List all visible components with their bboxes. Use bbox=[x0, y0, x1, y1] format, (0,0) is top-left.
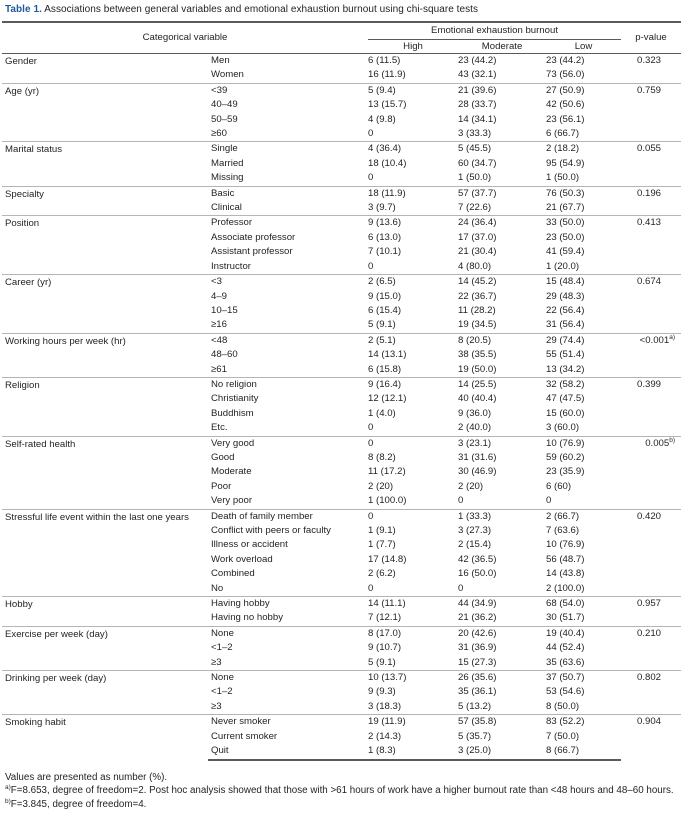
category-label: 50–59 bbox=[211, 113, 238, 125]
header-pvalue: p-value bbox=[621, 22, 681, 54]
header-emotional-exhaustion: Emotional exhaustion burnout bbox=[368, 22, 621, 40]
category-label: Illness or accident bbox=[211, 539, 288, 551]
cell-moderate: 4 (80.0) bbox=[458, 260, 492, 272]
cell-high: 5 (9.1) bbox=[368, 656, 396, 668]
cell-moderate: 40 (40.4) bbox=[458, 393, 497, 405]
cell-high: 6 (13.0) bbox=[368, 231, 402, 243]
cell-moderate: 44 (34.9) bbox=[458, 597, 546, 612]
category-label: None bbox=[208, 626, 368, 641]
variable-name: Marital status bbox=[2, 142, 208, 186]
category-label: <39 bbox=[208, 83, 368, 98]
pvalue-text: 0.674 bbox=[637, 276, 662, 288]
cell-low: 59 (60.2) bbox=[546, 451, 585, 463]
cell-low: 19 (40.4) bbox=[546, 626, 621, 641]
cell-high: 5 (9.1) bbox=[368, 319, 396, 331]
cell-low: 2 (18.2) bbox=[546, 142, 621, 157]
cell-high: 0 bbox=[368, 436, 458, 451]
cell-high: 14 (11.1) bbox=[368, 597, 458, 612]
cell-high: 0 bbox=[368, 582, 374, 594]
cell-pvalue bbox=[621, 626, 681, 670]
cell-high: 2 (14.3) bbox=[368, 730, 402, 742]
table-row bbox=[2, 671, 681, 686]
category-label: Assistant professor bbox=[211, 246, 293, 258]
cell-high: 2 (20) bbox=[368, 480, 394, 492]
category-label: <3 bbox=[208, 275, 368, 290]
cell-low: 7 (50.0) bbox=[546, 730, 580, 742]
pvalue-text: 0.904 bbox=[637, 716, 662, 728]
cell-moderate: 3 (25.0) bbox=[458, 744, 546, 759]
category-label: Missing bbox=[211, 172, 244, 184]
cell-moderate: 5 (45.5) bbox=[458, 142, 546, 157]
pvalue-footnote-mark: a) bbox=[669, 333, 676, 341]
note-b-mark: b) bbox=[5, 797, 11, 805]
table-row bbox=[2, 715, 681, 730]
cell-moderate: 0 bbox=[458, 495, 464, 507]
category-label: Never smoker bbox=[208, 715, 368, 730]
table-header bbox=[2, 22, 681, 54]
table-notes bbox=[5, 771, 680, 812]
header-low: Low bbox=[546, 40, 621, 54]
cell-moderate: 20 (42.6) bbox=[458, 626, 546, 641]
category-label: <1–2 bbox=[211, 642, 233, 654]
cell-moderate: 21 (36.2) bbox=[458, 612, 497, 624]
cell-pvalue bbox=[621, 216, 681, 275]
category-label: Instructor bbox=[211, 260, 251, 272]
cell-moderate: 3 (27.3) bbox=[458, 525, 492, 536]
cell-moderate: 5 (35.7) bbox=[458, 730, 492, 742]
pvalue-text: 0.802 bbox=[637, 672, 662, 684]
category-label: Very poor bbox=[211, 495, 253, 507]
cell-low: 8 (66.7) bbox=[546, 744, 621, 759]
variable-name: Position bbox=[2, 216, 208, 275]
cell-low: 7 (63.6) bbox=[546, 525, 580, 536]
variable-name: Smoking habit bbox=[2, 715, 208, 760]
cell-high: 12 (12.1) bbox=[368, 393, 407, 405]
cell-low: 30 (51.7) bbox=[546, 612, 585, 624]
cell-moderate: 19 (34.5) bbox=[458, 319, 497, 331]
category-label: Associate professor bbox=[211, 231, 296, 243]
cell-high: 16 (11.9) bbox=[368, 69, 406, 81]
cell-high: 18 (11.9) bbox=[368, 186, 458, 201]
cell-moderate: 43 (32.1) bbox=[458, 69, 497, 81]
cell-high: 9 (13.6) bbox=[368, 216, 458, 231]
cell-low: 53 (54.6) bbox=[546, 686, 585, 698]
cell-high: 9 (16.4) bbox=[368, 377, 458, 392]
variable-name: Hobby bbox=[2, 597, 208, 627]
table-row bbox=[2, 54, 681, 69]
results-table bbox=[2, 21, 681, 761]
cell-moderate: 2 (20) bbox=[458, 480, 484, 492]
cell-moderate: 2 (15.4) bbox=[458, 539, 492, 551]
cell-high: 1 (9.1) bbox=[368, 525, 396, 536]
cell-high: 14 (13.1) bbox=[368, 349, 407, 361]
category-label: Conflict with peers or faculty bbox=[211, 525, 331, 536]
cell-high: 18 (10.4) bbox=[368, 157, 407, 169]
cell-moderate: 28 (33.7) bbox=[458, 99, 497, 111]
cell-pvalue bbox=[621, 333, 681, 377]
category-label: 10–15 bbox=[211, 304, 238, 316]
cell-moderate: 9 (36.0) bbox=[458, 407, 492, 419]
table-row bbox=[2, 436, 681, 451]
header-high: High bbox=[368, 40, 458, 54]
cell-moderate: 31 (36.9) bbox=[458, 642, 497, 654]
table-row bbox=[2, 83, 681, 98]
cell-high: 11 (17.2) bbox=[368, 466, 406, 478]
cell-high: 0 bbox=[368, 172, 374, 184]
cell-moderate: 1 (33.3) bbox=[458, 509, 546, 524]
cell-high: 0 bbox=[368, 128, 374, 140]
category-label: Death of family member bbox=[208, 509, 368, 524]
category-label: Current smoker bbox=[211, 730, 278, 742]
cell-low: 76 (50.3) bbox=[546, 186, 621, 201]
variable-name: Drinking per week (day) bbox=[2, 671, 208, 715]
cell-low: 83 (52.2) bbox=[546, 715, 621, 730]
variable-name: Self-rated health bbox=[2, 436, 208, 509]
cell-low: 15 (60.0) bbox=[546, 407, 585, 419]
cell-moderate: 1 (50.0) bbox=[458, 172, 492, 184]
cell-high: 9 (9.3) bbox=[368, 686, 396, 698]
cell-moderate: 22 (36.7) bbox=[458, 290, 497, 302]
cell-low: 73 (56.0) bbox=[546, 69, 585, 81]
cell-moderate: 16 (50.0) bbox=[458, 568, 497, 580]
cell-pvalue bbox=[621, 377, 681, 436]
variable-name: Religion bbox=[2, 377, 208, 436]
category-label: Having no hobby bbox=[211, 612, 284, 624]
cell-high: 3 (18.3) bbox=[368, 700, 402, 712]
table-body bbox=[2, 54, 681, 760]
cell-high: 8 (8.2) bbox=[368, 451, 396, 463]
cell-pvalue bbox=[621, 671, 681, 715]
category-label: Combined bbox=[211, 568, 255, 580]
cell-moderate: 38 (35.5) bbox=[458, 349, 497, 361]
cell-moderate: 30 (46.9) bbox=[458, 466, 497, 478]
note-b-text: F=3.845, degree of freedom=4. bbox=[10, 798, 147, 810]
cell-high: 5 (9.4) bbox=[368, 83, 458, 98]
cell-low: 56 (48.7) bbox=[546, 553, 585, 565]
cell-low: 29 (74.4) bbox=[546, 333, 621, 348]
category-label: ≥16 bbox=[211, 319, 227, 331]
cell-low: 21 (67.7) bbox=[546, 202, 585, 214]
variable-name: Gender bbox=[5, 56, 37, 67]
cell-low: 68 (54.0) bbox=[546, 597, 621, 612]
note-a-mark: a) bbox=[5, 784, 11, 791]
cell-low: 6 (66.7) bbox=[546, 128, 580, 140]
cell-moderate: 0 bbox=[458, 582, 464, 594]
cell-low: 22 (56.4) bbox=[546, 304, 585, 316]
cell-low: 2 (66.7) bbox=[546, 509, 621, 524]
cell-moderate: 17 (37.0) bbox=[458, 231, 497, 243]
category-label: 40–49 bbox=[211, 99, 238, 111]
cell-high: 1 (4.0) bbox=[368, 407, 396, 419]
cell-moderate: 5 (13.2) bbox=[458, 700, 492, 712]
variable-name: Working hours per week (hr) bbox=[2, 333, 208, 377]
cell-moderate: 35 (36.1) bbox=[458, 686, 497, 698]
cell-low: 37 (50.7) bbox=[546, 671, 621, 686]
pvalue-text: 0.210 bbox=[637, 627, 662, 639]
cell-low: 23 (35.9) bbox=[546, 466, 585, 478]
header-categorical-variable: Categorical variable bbox=[2, 22, 368, 54]
category-label: ≥61 bbox=[211, 363, 227, 375]
cell-moderate: 19 (50.0) bbox=[458, 363, 497, 375]
cell-high: 6 (15.8) bbox=[368, 363, 402, 375]
note-values: Values are presented as number (%). bbox=[5, 771, 168, 783]
cell-moderate: 15 (27.3) bbox=[458, 656, 497, 668]
category-label: Buddhism bbox=[211, 407, 254, 419]
category-label: Married bbox=[211, 157, 244, 169]
cell-pvalue bbox=[621, 142, 681, 186]
category-label: Christianity bbox=[211, 393, 259, 405]
variable-name: Specialty bbox=[2, 186, 208, 216]
category-label: Basic bbox=[208, 186, 368, 201]
cell-moderate: 11 (28.2) bbox=[458, 304, 496, 316]
variable-name: Exercise per week (day) bbox=[2, 626, 208, 670]
category-label: Quit bbox=[208, 744, 368, 759]
cell-moderate: 8 (20.5) bbox=[458, 333, 546, 348]
table-row bbox=[2, 142, 681, 157]
cell-pvalue bbox=[621, 436, 681, 509]
category-label: Good bbox=[211, 451, 235, 463]
header-moderate: Moderate bbox=[458, 40, 546, 54]
cell-pvalue bbox=[621, 715, 681, 760]
cell-low: 41 (59.4) bbox=[546, 246, 585, 258]
cell-high: 7 (10.1) bbox=[368, 246, 402, 258]
cell-high: 3 (9.7) bbox=[368, 202, 396, 214]
category-label: Poor bbox=[211, 480, 232, 492]
note-footnotes bbox=[5, 784, 680, 811]
table-number: Table 1. bbox=[5, 4, 42, 15]
cell-pvalue bbox=[621, 186, 681, 216]
cell-pvalue bbox=[621, 597, 681, 627]
category-label: <1–2 bbox=[211, 686, 233, 698]
cell-low: 35 (63.6) bbox=[546, 656, 585, 668]
cell-low: 1 (50.0) bbox=[546, 172, 580, 184]
cell-low: 31 (56.4) bbox=[546, 319, 585, 331]
table-title: Associations between general variables and emotional exhaustion burnout using chi-square tests bbox=[44, 4, 479, 15]
category-label: Very good bbox=[208, 436, 368, 451]
cell-moderate: 26 (35.6) bbox=[458, 671, 546, 686]
cell-low: 23 (44.2) bbox=[546, 55, 585, 66]
cell-high: 10 (13.7) bbox=[368, 671, 458, 686]
cell-high: 1 (8.3) bbox=[368, 744, 458, 759]
cell-low: 14 (43.8) bbox=[546, 568, 585, 580]
category-label: ≥60 bbox=[211, 128, 227, 140]
pvalue-text: <0.001 bbox=[639, 334, 670, 346]
cell-low: 1 (20.0) bbox=[546, 260, 580, 272]
cell-low: 3 (60.0) bbox=[546, 422, 580, 434]
variable-name: Career (yr) bbox=[2, 275, 208, 334]
cell-high: 9 (10.7) bbox=[368, 642, 402, 654]
category-label: 4–9 bbox=[211, 290, 228, 302]
cell-low: 95 (54.9) bbox=[546, 157, 585, 169]
category-label: Moderate bbox=[211, 466, 252, 478]
cell-moderate: 31 (31.6) bbox=[458, 451, 497, 463]
cell-moderate: 14 (45.2) bbox=[458, 275, 546, 290]
cell-high: 1 (100.0) bbox=[368, 495, 407, 507]
pvalue-text: 0.413 bbox=[637, 217, 662, 229]
category-label: ≥3 bbox=[211, 656, 222, 668]
cell-high: 2 (6.5) bbox=[368, 275, 458, 290]
cell-low: 42 (50.6) bbox=[546, 99, 585, 111]
category-label: <48 bbox=[208, 333, 368, 348]
cell-high: 6 (11.5) bbox=[368, 55, 401, 66]
cell-low: 10 (76.9) bbox=[546, 436, 621, 451]
note-a-text: F=8.653, degree of freedom=2. Post hoc analysis showed that those with >61 hours of work have a higher burnout rate than <48 hours and 48–60 hours. bbox=[10, 785, 674, 796]
cell-low: 55 (51.4) bbox=[546, 349, 585, 361]
cell-high: 2 (5.1) bbox=[368, 333, 458, 348]
table-row bbox=[2, 333, 681, 348]
cell-moderate: 3 (23.1) bbox=[458, 436, 546, 451]
cell-moderate: 57 (37.7) bbox=[458, 186, 546, 201]
category-label: No religion bbox=[208, 377, 368, 392]
cell-low: 10 (76.9) bbox=[546, 539, 585, 551]
category-label: Clinical bbox=[211, 202, 242, 214]
cell-high: 2 (6.2) bbox=[368, 568, 396, 580]
cell-moderate: 14 (25.5) bbox=[458, 377, 546, 392]
cell-low: 6 (60) bbox=[546, 480, 572, 492]
cell-high: 9 (15.0) bbox=[368, 290, 402, 302]
table-caption bbox=[5, 3, 681, 17]
cell-low: 13 (34.2) bbox=[546, 363, 585, 375]
cell-high: 6 (15.4) bbox=[368, 304, 402, 316]
cell-high: 0 bbox=[368, 260, 374, 272]
cell-moderate: 24 (36.4) bbox=[458, 216, 546, 231]
pvalue-text: 0.055 bbox=[637, 143, 662, 155]
category-label: ≥3 bbox=[211, 700, 222, 712]
pvalue-text: 0.005 bbox=[645, 437, 670, 449]
pvalue-text: 0.957 bbox=[637, 598, 662, 610]
cell-low: 29 (48.3) bbox=[546, 290, 585, 302]
cell-moderate: 2 (40.0) bbox=[458, 422, 492, 434]
cell-low: 2 (100.0) bbox=[546, 582, 585, 594]
variable-name: Age (yr) bbox=[2, 83, 208, 142]
cell-high: 19 (11.9) bbox=[368, 715, 458, 730]
pvalue-footnote-mark: b) bbox=[669, 436, 676, 444]
cell-low: 23 (56.1) bbox=[546, 113, 585, 125]
pvalue-text: 0.323 bbox=[637, 55, 662, 66]
category-label: Single bbox=[208, 142, 368, 157]
cell-high: 13 (15.7) bbox=[368, 99, 407, 111]
category-label: No bbox=[211, 582, 224, 594]
table-row bbox=[2, 186, 681, 201]
cell-high: 4 (36.4) bbox=[368, 142, 458, 157]
category-label: Work overload bbox=[211, 553, 273, 565]
cell-moderate: 3 (33.3) bbox=[458, 128, 492, 140]
cell-moderate: 21 (30.4) bbox=[458, 246, 497, 258]
pvalue-text: 0.399 bbox=[637, 378, 662, 390]
cell-moderate: 7 (22.6) bbox=[458, 202, 492, 214]
table-row bbox=[2, 509, 681, 524]
cell-moderate: 42 (36.5) bbox=[458, 553, 497, 565]
cell-moderate: 14 (34.1) bbox=[458, 113, 497, 125]
cell-moderate: 23 (44.2) bbox=[458, 55, 497, 66]
cell-moderate: 60 (34.7) bbox=[458, 157, 497, 169]
cell-moderate: 57 (35.8) bbox=[458, 715, 546, 730]
variable-name: Stressful life event within the last one years bbox=[2, 509, 208, 596]
cell-pvalue bbox=[621, 275, 681, 334]
table-row bbox=[2, 377, 681, 392]
table-row bbox=[2, 275, 681, 290]
table-row bbox=[2, 597, 681, 612]
pvalue-text: 0.759 bbox=[637, 84, 662, 96]
category-label: Professor bbox=[208, 216, 368, 231]
cell-high: 0 bbox=[368, 422, 374, 434]
category-label: 48–60 bbox=[211, 349, 238, 361]
cell-low: 0 bbox=[546, 495, 552, 507]
cell-high: 1 (7.7) bbox=[368, 539, 396, 551]
cell-high: 17 (14.8) bbox=[368, 553, 407, 565]
pvalue-text: 0.420 bbox=[637, 510, 662, 522]
category-label: Etc. bbox=[211, 422, 228, 434]
cell-low: 33 (50.0) bbox=[546, 216, 621, 231]
cell-moderate: 21 (39.6) bbox=[458, 83, 546, 98]
cell-low: 15 (48.4) bbox=[546, 275, 621, 290]
cell-pvalue bbox=[621, 83, 681, 142]
cell-high: 0 bbox=[368, 509, 458, 524]
cell-low: 27 (50.9) bbox=[546, 83, 621, 98]
category-label: None bbox=[208, 671, 368, 686]
cell-low: 47 (47.5) bbox=[546, 393, 585, 405]
cell-low: 32 (58.2) bbox=[546, 377, 621, 392]
pvalue-text: 0.196 bbox=[637, 187, 662, 199]
cell-low: 44 (52.4) bbox=[546, 642, 585, 654]
cell-high: 4 (9.8) bbox=[368, 113, 396, 125]
cell-pvalue bbox=[621, 509, 681, 596]
cell-high: 8 (17.0) bbox=[368, 626, 458, 641]
category-label: Women bbox=[211, 69, 244, 81]
cell-high: 7 (12.1) bbox=[368, 612, 402, 624]
cell-low: 8 (50.0) bbox=[546, 700, 580, 712]
table-row bbox=[2, 216, 681, 231]
category-label: Having hobby bbox=[208, 597, 368, 612]
table-row bbox=[2, 626, 681, 641]
category-label: Men bbox=[211, 55, 230, 66]
cell-pvalue bbox=[621, 54, 681, 84]
cell-low: 23 (50.0) bbox=[546, 231, 585, 243]
